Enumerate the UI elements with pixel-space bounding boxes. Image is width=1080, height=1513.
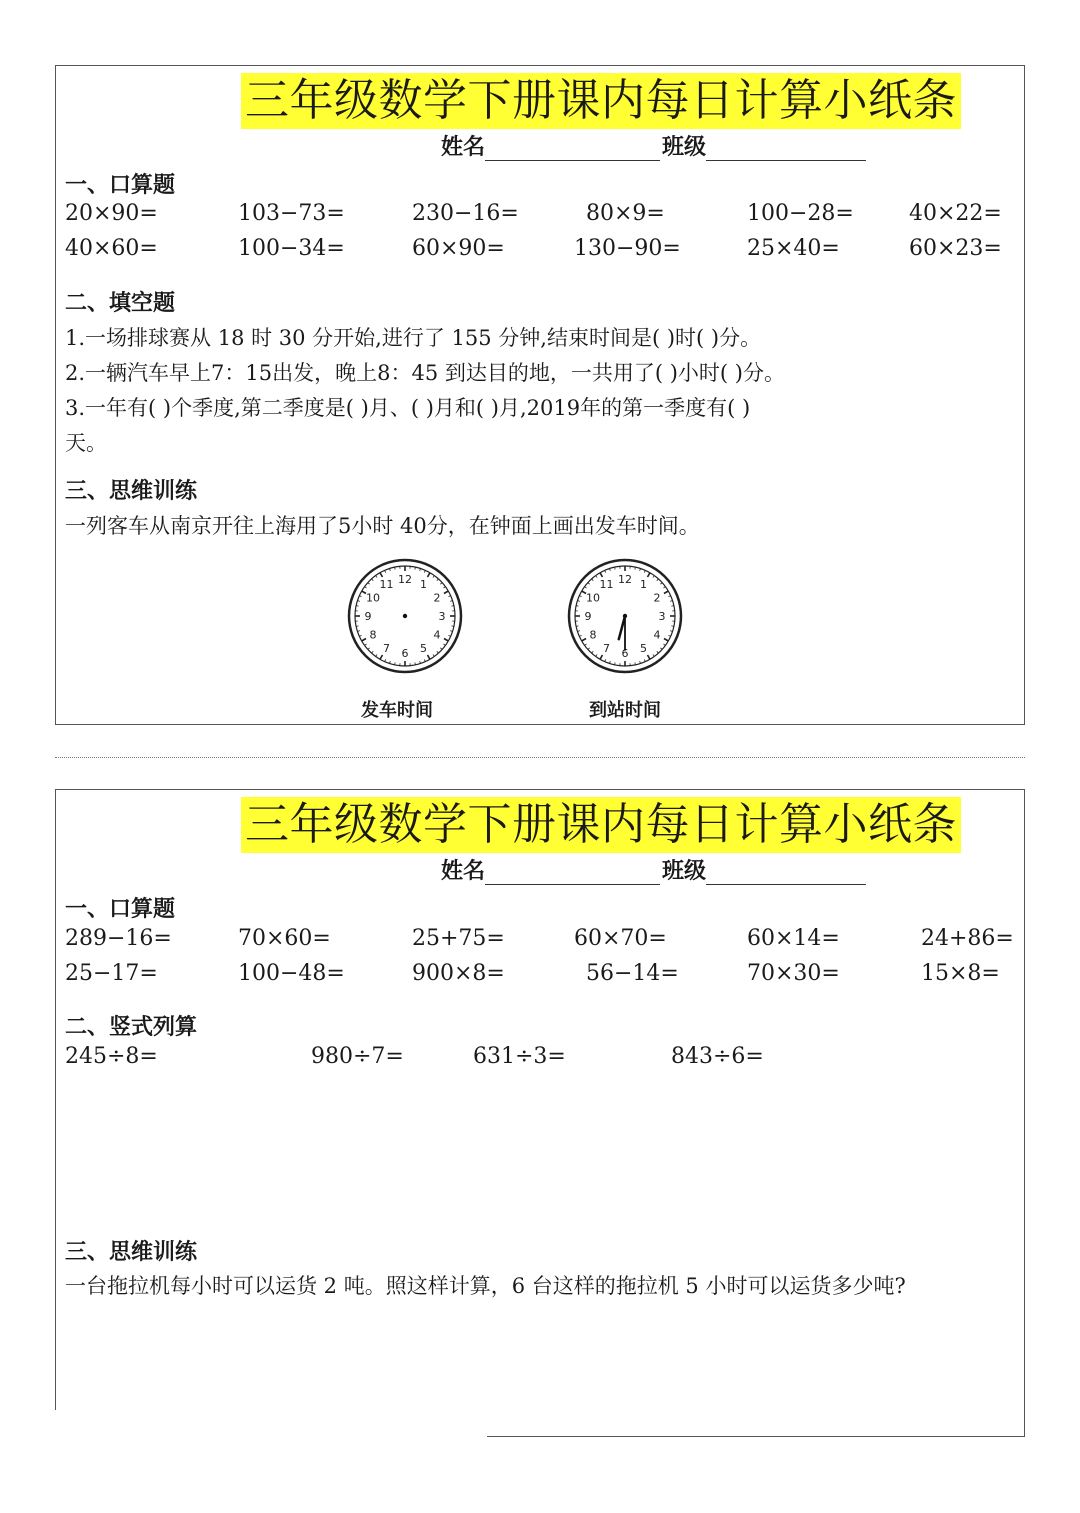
fill-question-3: 3.一年有( )个季度,第二季度是( )月、( )月和( )月,2019年的第一季度有( ) <box>65 396 751 420</box>
worksheet-title: 三年级数学下册课内每日计算小纸条 <box>241 73 961 129</box>
oral-row-1 <box>56 926 1026 956</box>
clock-tick <box>356 606 358 607</box>
oral-problem: 230−16= <box>412 201 519 226</box>
clock-number: 4 <box>653 628 661 642</box>
section-oral-heading: 一、口算题 <box>65 173 176 198</box>
oral-row-2 <box>56 236 1026 266</box>
clock-number: 7 <box>603 642 610 656</box>
class-blank[interactable] <box>706 138 866 161</box>
clock-tick <box>615 567 616 569</box>
name-class-row <box>441 854 868 885</box>
oral-problem: 100−28= <box>747 201 854 226</box>
clock-number: 10 <box>585 591 600 605</box>
vertical-problems-row <box>56 1044 1026 1074</box>
clock-number: 9 <box>584 610 592 623</box>
oral-problem: 130−90= <box>574 236 681 261</box>
cut-line <box>55 757 1025 758</box>
oral-problem: 25×40= <box>747 236 840 261</box>
oral-problem: 20×90= <box>65 201 158 226</box>
fill-question-1: 1.一场排球赛从 18 时 30 分开始,进行了 155 分钟,结束时间是( )时( )分。 <box>65 326 762 350</box>
clock-number: 12 <box>618 573 632 586</box>
section-oral-heading: 一、口算题 <box>65 897 176 922</box>
vertical-problem: 980÷7= <box>311 1044 404 1069</box>
oral-problem: 80×9= <box>586 201 665 226</box>
clock-tick <box>451 606 453 607</box>
oral-problem: 15×8= <box>921 961 1000 986</box>
clock-tick <box>671 626 673 627</box>
vertical-problem: 245÷8= <box>65 1044 158 1069</box>
oral-problem: 60×14= <box>747 926 840 951</box>
oral-problem: 70×30= <box>747 961 840 986</box>
vertical-problem: 843÷6= <box>671 1044 764 1069</box>
clock-number: 10 <box>365 591 380 605</box>
clock-tick <box>576 626 578 627</box>
clock-number: 6 <box>401 647 409 660</box>
section-thinking-heading: 三、思维训练 <box>65 479 198 504</box>
clock-number: 6 <box>621 647 629 660</box>
oral-row-2 <box>56 961 1026 991</box>
departure-time-label: 发车时间 <box>361 700 433 721</box>
worksheet-2 <box>55 789 1025 1437</box>
oral-problem: 60×90= <box>412 236 505 261</box>
clock-number: 8 <box>589 628 597 642</box>
oral-problem: 103−73= <box>238 201 345 226</box>
name-blank[interactable] <box>485 138 660 161</box>
card-bottom-border <box>487 1436 1025 1437</box>
section-vertical-heading: 二、竖式列算 <box>65 1015 198 1040</box>
name-label: 姓名 <box>441 859 486 884</box>
oral-row-1 <box>56 201 1026 231</box>
fill-question-2: 2.一辆汽车早上7：15出发，晚上8：45 到达目的地，一共用了( )小时( )分。 <box>65 361 785 385</box>
clock-tick <box>415 662 416 664</box>
name-class-row <box>441 130 868 161</box>
clock-tick <box>395 567 396 569</box>
clock-number: 1 <box>640 577 647 591</box>
clock-tick <box>635 662 636 664</box>
clock-number: 5 <box>640 642 647 656</box>
name-blank[interactable] <box>485 862 660 885</box>
fill-question-3-cont: 天。 <box>65 431 107 455</box>
oral-problem: 100−48= <box>238 961 345 986</box>
clock-face-departure[interactable] <box>345 556 465 676</box>
oral-problem: 25−17= <box>65 961 158 986</box>
clock-number: 4 <box>433 628 441 642</box>
arrival-time-label: 到站时间 <box>589 700 661 721</box>
clock-number: 2 <box>653 591 661 605</box>
clock-tick <box>671 606 673 607</box>
clock-tick <box>395 662 396 664</box>
clock-number: 12 <box>398 573 412 586</box>
oral-problem: 900×8= <box>412 961 505 986</box>
class-label: 班级 <box>662 859 707 884</box>
thinking-question: 一台拖拉机每小时可以运货 2 吨。照这样计算，6 台这样的拖拉机 5 小时可以运货多少吨? <box>65 1274 906 1298</box>
clock-tick <box>615 662 616 664</box>
clock-tick <box>356 626 358 627</box>
vertical-problem: 631÷3= <box>473 1044 566 1069</box>
section-fill-heading: 二、填空题 <box>65 291 176 316</box>
clock-number: 11 <box>599 577 614 591</box>
clock-center <box>403 614 407 618</box>
oral-problem: 60×23= <box>909 236 1002 261</box>
clock-number: 9 <box>364 610 372 623</box>
oral-problem: 25+75= <box>412 926 505 951</box>
name-label: 姓名 <box>441 135 486 160</box>
clock-number: 1 <box>420 577 427 591</box>
clock-number: 11 <box>379 577 394 591</box>
oral-problem: 289−16= <box>65 926 172 951</box>
oral-problem: 24+86= <box>921 926 1014 951</box>
class-label: 班级 <box>662 135 707 160</box>
card-corner-gap <box>53 1410 57 1440</box>
thinking-question: 一列客车从南京开往上海用了5小时 40分，在钟面上画出发车时间。 <box>65 514 700 538</box>
oral-problem: 56−14= <box>586 961 679 986</box>
clock-number: 7 <box>383 642 390 656</box>
clock-number: 8 <box>369 628 377 642</box>
oral-problem: 40×60= <box>65 236 158 261</box>
clock-tick <box>576 606 578 607</box>
clock-number: 5 <box>420 642 427 656</box>
oral-problem: 40×22= <box>909 201 1002 226</box>
oral-problem: 60×70= <box>574 926 667 951</box>
clock-number: 3 <box>658 610 666 623</box>
clock-face-arrival <box>565 556 685 676</box>
clock-tick <box>415 567 416 569</box>
clock-tick <box>451 626 453 627</box>
oral-problem: 70×60= <box>238 926 331 951</box>
section-thinking-heading: 三、思维训练 <box>65 1240 198 1265</box>
class-blank[interactable] <box>706 862 866 885</box>
oral-problem: 100−34= <box>238 236 345 261</box>
clock-number: 2 <box>433 591 441 605</box>
clock-tick <box>635 567 636 569</box>
worksheet-1 <box>55 65 1025 725</box>
clock-number: 3 <box>438 610 446 623</box>
worksheet-title: 三年级数学下册课内每日计算小纸条 <box>241 797 961 853</box>
clock-center <box>623 614 627 618</box>
